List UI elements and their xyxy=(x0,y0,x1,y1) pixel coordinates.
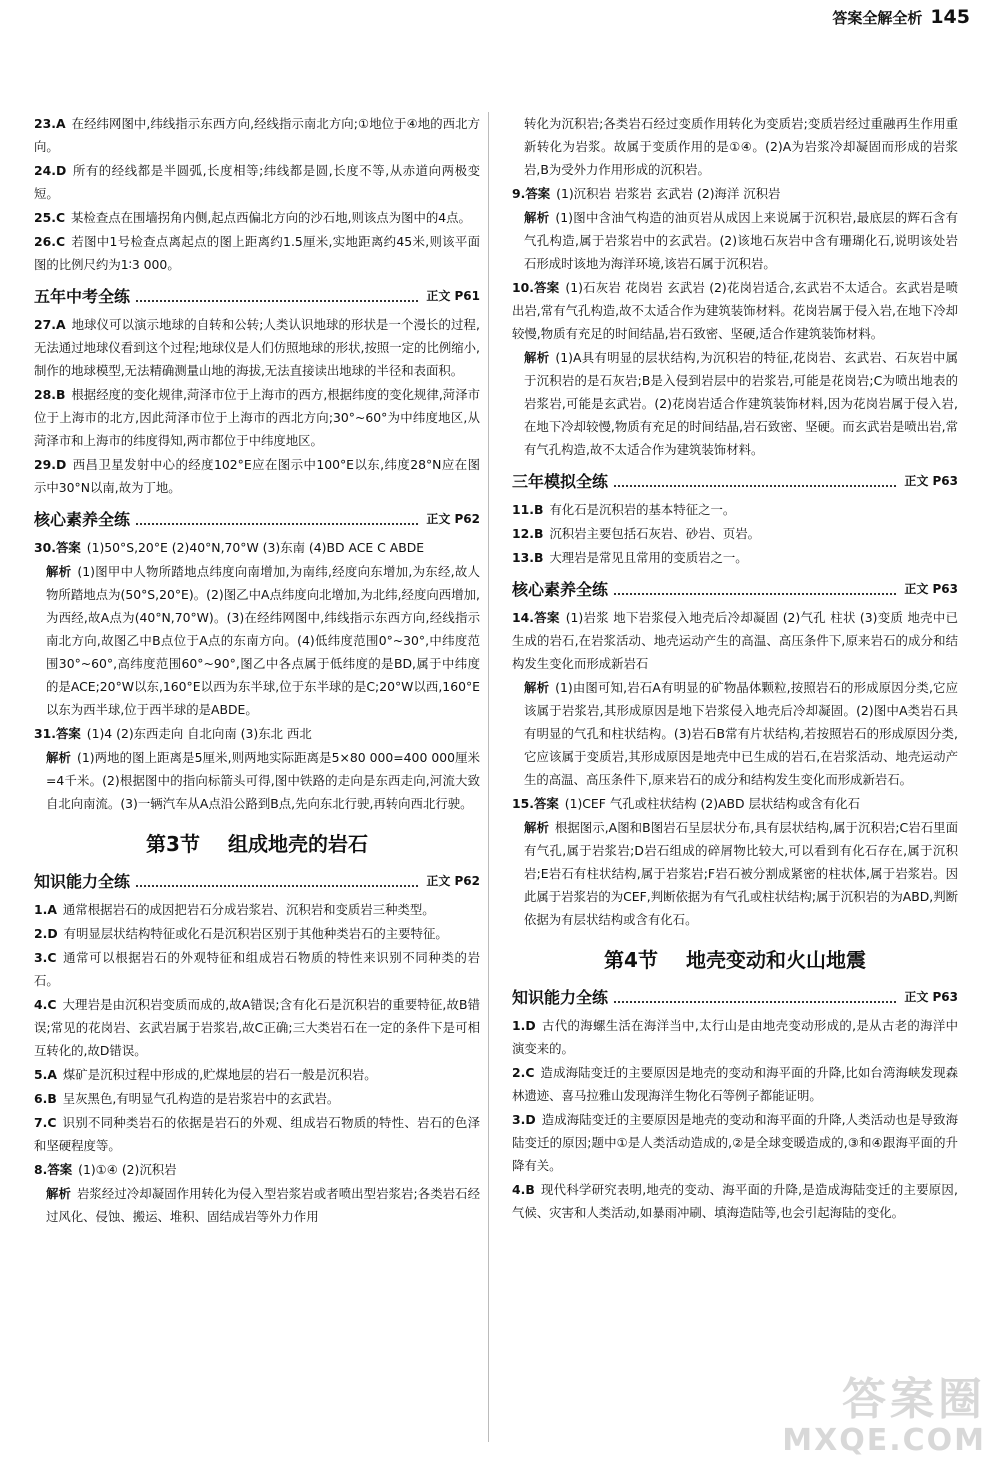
answer-item: 10.答案 (1)石灰岩 花岗岩 玄武岩 (2)花岗岩适合,玄武岩不太适合。玄武岩是喷出岩,常有气孔构造,故不太适合作为建筑装饰材料。花岗岩属于侵入岩,在地下冷却较慢,物质有充足的时间结晶,岩石致密、坚硬,适合作建筑装饰材料。 xyxy=(512,280,958,341)
left-column xyxy=(34,112,480,1229)
answer-item: 15.答案 (1)CEF 气孔或柱状结构 (2)ABD 层状结构或含有化石 xyxy=(512,796,861,811)
answer-item: 1.D 古代的海螺生活在海洋当中,太行山是由地壳变动形成的,是从古老的海洋中演变来的。 xyxy=(512,1018,958,1056)
answer-item: 25.C 某检查点在围墙拐角内侧,起点西偏北方向的沙石地,则该点为图中的4点。 xyxy=(34,210,471,225)
analysis-continuation: 转化为沉积岩;各类岩石经过变质作用转化为变质岩;变质岩经过重融再生作用重新转化为岩浆。故属于变质作用的是①④。(2)A为岩浆冷却凝固而形成的岩浆岩,B为受外力作用形成的沉积岩。 xyxy=(524,116,958,177)
analysis-block: 解析 岩浆经过冷却凝固作用转化为侵入型岩浆岩或者喷出型岩浆岩;各类岩石经过风化、侵蚀、搬运、堆积、固结成岩等外力作用 xyxy=(46,1186,480,1224)
answer-item: 7.C 识别不同种类岩石的依据是岩石的外观、组成岩石物质的特性、岩石的色泽和坚硬程度等。 xyxy=(34,1115,480,1153)
answer-item: 4.B 现代科学研究表明,地壳的变动、海平面的升降,是造成海陆变迁的主要原因,气候、灾害和人类活动,如暴雨冲刷、填海造陆等,也会引起海陆的变化。 xyxy=(512,1182,958,1220)
section-header-zhishi-2: 知识能力全练 正文 P63 xyxy=(512,988,958,1007)
answer-item: 14.答案 (1)岩浆 地下岩浆侵入地壳后冷却凝固 (2)气孔 柱状 (3)变质 地壳中已生成的岩石,在岩浆活动、地壳运动产生的高温、高压条件下,原来岩石的成分和结构发生变化而形成新岩石 xyxy=(512,610,958,671)
analysis-block: 解析 (1)图甲中人物所踏地点纬度向南增加,为南纬,经度向东增加,为东经,故人物所踏地点为(50°S,20°E)。(2)图乙中A点纬度向北增加,为北纬,经度向西增加,为西经,故A点为(40°N,70°W)。(3)在经纬网图中,纬线指示东西方向,经线指示南北方向,故图乙中B点位于A点的东南方向。(4)低纬度范围0°~30°,中纬度范围30°~60°,高纬度范围60°~90°,图乙中各点属于低纬度的是BD,属于中纬度的是ACE;20°W以东,160°E以西为东半球,位于东半球的是C;20°W以西,160°E以东为西半球,位于西半球的是ABDE。 xyxy=(46,564,480,717)
answer-item: 12.B 沉积岩主要包括石灰岩、砂岩、页岩。 xyxy=(512,526,761,541)
column-divider xyxy=(488,112,489,1442)
chapter-title-4: 第4节 地壳变动和火山地震 xyxy=(604,948,866,972)
answer-item: 2.C 造成海陆变迁的主要原因是地壳的变动和海平面的升降,比如台湾海峡发现森林遗迹、喜马拉雅山发现海洋生物化石等例子都能证明。 xyxy=(512,1065,958,1103)
answer-item: 3.D 造成海陆变迁的主要原因是地壳的变动和海平面的升降,人类活动也是导致海陆变迁的原因;题中①是人类活动造成的,②是全球变暖造成的,③和④跟海平面的升降有关。 xyxy=(512,1112,958,1173)
analysis-block: 解析 根据图示,A图和B图岩石呈层状分布,具有层状结构,属于沉积岩;C岩石里面有气孔,属于岩浆岩;D岩石组成的碎屑物比较大,可以看到有化石存在,属于沉积岩;E岩石有柱状结构,属于岩浆岩;F岩石被分割成紧密的柱状体,属于岩浆岩。因此属于岩浆岩的为CEF,判断依据为有气孔或柱状结构;属于沉积岩的为ABD,判断依据为有层状结构或含有化石。 xyxy=(524,820,959,927)
section-header-hexin-2: 核心素养全练 正文 P63 xyxy=(512,580,958,599)
analysis-block: 解析 (1)两地的图上距离是5厘米,则两地实际距离是5×80 000=400 000厘米=4千米。(2)根据图中的指向标箭头可得,图中铁路的走向是东西走向,河流大致自北向南流。(3)一辆汽车从A点沿公路到B点,先向东北行驶,再转向西北行驶。 xyxy=(46,750,481,811)
section-header-sannian: 三年模拟全练 正文 P63 xyxy=(512,472,958,491)
answer-item: 9.答案 (1)沉积岩 岩浆岩 玄武岩 (2)海洋 沉积岩 xyxy=(512,186,781,201)
answer-item: 23.A 在经纬网图中,纬线指示东西方向,经线指示南北方向;①地位于④地的西北方向。 xyxy=(34,116,480,154)
answer-item: 11.B 有化石是沉积岩的基本特征之一。 xyxy=(512,502,736,517)
chapter-title-3: 第3节 组成地壳的岩石 xyxy=(146,832,368,856)
answer-item: 27.A 地球仪可以演示地球的自转和公转;人类认识地球的形状是一个漫长的过程,无法通过地球仪看到这个过程;地球仪是人们仿照地球的形状,按照一定的比例缩小,制作的地球模型,无法精确测量山地的海拔,无法直接读出地球的半径和表面积。 xyxy=(34,317,480,378)
analysis-block: 解析 (1)A具有明显的层状结构,为沉积岩的特征,花岗岩、玄武岩、石灰岩中属于沉积岩的是石灰岩;B是入侵到岩层中的岩浆岩,可能是花岗岩;C为喷出地表的岩浆岩,可能是玄武岩。(2)花岗岩适合作建筑装饰材料,因为花岗岩属于侵入岩,在地下冷却较慢,物质有充足的时间结晶,岩石致密、坚硬。而玄武岩是喷出岩,常有气孔构造,故不太适合作为建筑装饰材料。 xyxy=(524,350,959,457)
answer-item: 26.C 若图中1号检查点离起点的图上距离约1.5厘米,实地距离约45米,则该平面图的比例尺约为1∶3 000。 xyxy=(34,234,480,272)
watermark-logo: 答案圈 MXQE.COM xyxy=(782,1374,986,1458)
analysis-block: 解析 (1)由图可知,岩石A有明显的矿物晶体颗粒,按照岩石的形成原因分类,它应该属于岩浆岩,其形成原因是地下岩浆侵入地壳后冷却凝固。(2)图中A类岩石具有明显的气孔和柱状结构。(3)岩石B常有片状结构,若按照岩石的形成原因分类,它应该属于变质岩,其形成原因是地壳中已生成的岩石,在岩浆活动、地壳运动产生的高温、高压条件下,原来岩石的成分和结构发生变化而形成新岩石。 xyxy=(524,680,959,787)
answer-item: 1.A 通常根据岩石的成因把岩石分成岩浆岩、沉积岩和变质岩三种类型。 xyxy=(34,902,435,917)
right-column xyxy=(512,112,958,1225)
analysis-block: 解析 (1)图中含油气构造的油页岩从成因上来说属于沉积岩,最底层的辉石含有气孔构造,属于岩浆岩中的玄武岩。(2)该地石灰岩中含有珊瑚化石,说明该处岩石形成时该地为海洋环境,该岩石属于沉积岩。 xyxy=(524,210,958,271)
answer-item: 31.答案 (1)4 (2)东西走向 自北向南 (3)东北 西北 xyxy=(34,726,312,741)
answer-item: 2.D 有明显层状结构特征或化石是沉积岩区别于其他种类岩石的主要特征。 xyxy=(34,926,448,941)
answer-item: 4.C 大理岩是由沉积岩变质而成的,故A错误;含有化石是沉积岩的重要特征,故B错误;常见的花岗岩、玄武岩属于岩浆岩,故C正确;三大类岩石在一定的条件下是可相互转化的,故D错误。 xyxy=(34,997,480,1058)
page-number: 145 xyxy=(930,6,970,28)
answer-item: 28.B 根据经度的变化规律,菏泽市位于上海市的西方,根据纬度的变化规律,菏泽市位于上海市的北方,因此菏泽市位于上海市的西北方向;30°~60°为中纬度地区,从菏泽市和上海市的纬度得知,两市都位于中纬度地区。 xyxy=(34,387,480,448)
answer-item: 30.答案 (1)50°S,20°E (2)40°N,70°W (3)东南 (4)BD ACE C ABDE xyxy=(34,540,425,555)
answer-item: 24.D 所有的经线都是半圆弧,长度相等;纬线都是圆,长度不等,从赤道向两极变短。 xyxy=(34,163,480,201)
section-header-wunian: 五年中考全练 正文 P61 xyxy=(34,287,480,306)
section-header-zhishi: 知识能力全练 正文 P62 xyxy=(34,872,480,891)
answer-item: 8.答案 (1)①④ (2)沉积岩 xyxy=(34,1162,177,1177)
header-title: 答案全解全析 xyxy=(832,9,923,27)
page-header xyxy=(832,6,970,28)
answer-item: 5.A 煤矿是沉积过程中形成的,贮煤地层的岩石一般是沉积岩。 xyxy=(34,1067,377,1082)
answer-item: 29.D 西昌卫星发射中心的经度102°E应在图示中100°E以东,纬度28°N应在图示中30°N以南,故为丁地。 xyxy=(34,457,480,495)
answer-item: 13.B 大理岩是常见且常用的变质岩之一。 xyxy=(512,550,748,565)
section-header-hexin: 核心素养全练 正文 P62 xyxy=(34,510,480,529)
answer-item: 3.C 通常可以根据岩石的外观特征和组成岩石物质的特性来识别不同种类的岩石。 xyxy=(34,950,480,988)
answer-item: 6.B 呈灰黑色,有明显气孔构造的是岩浆岩中的玄武岩。 xyxy=(34,1091,340,1106)
